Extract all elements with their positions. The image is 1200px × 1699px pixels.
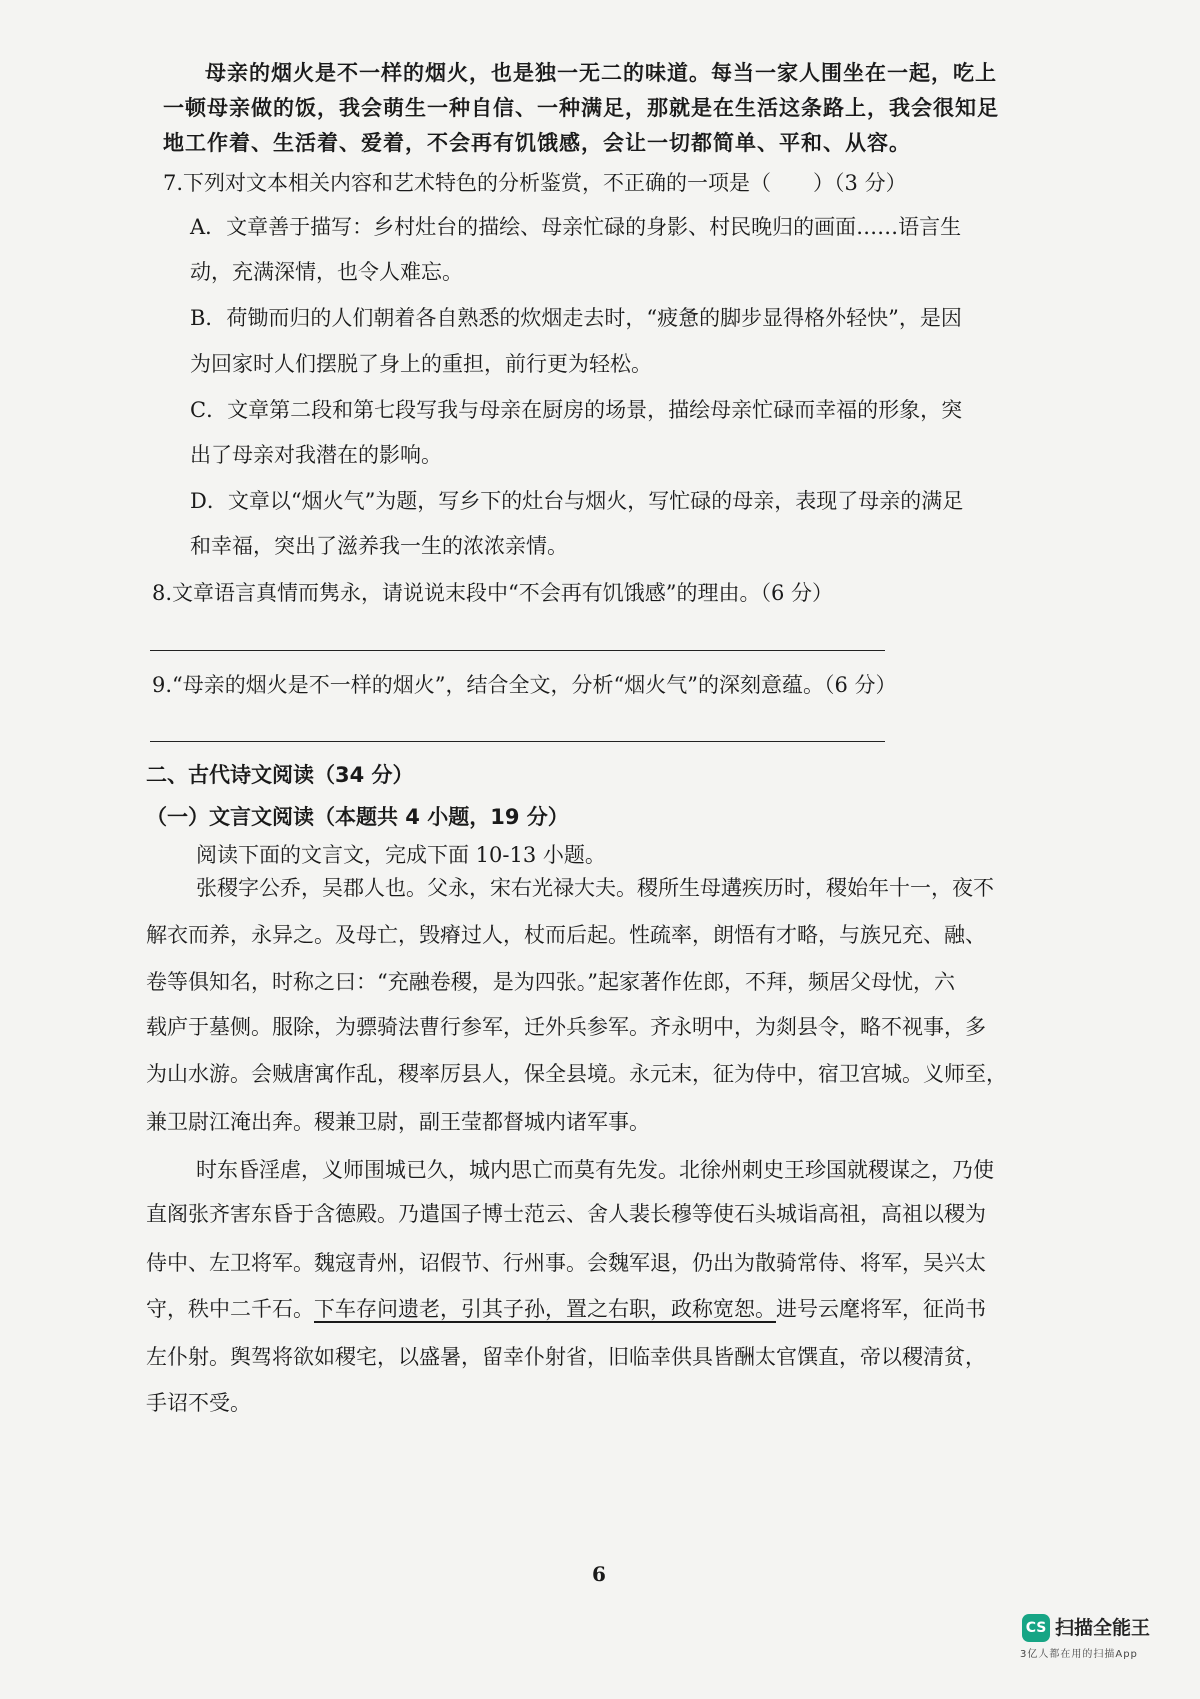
q7-option-a-line-2: 动，充满深情，也令人难忘。 [190,260,463,284]
passage-line-2: 一顿母亲做的饭，我会萌生一种自信、一种满足，那就是在生活这条路上，我会很知足 [163,96,999,120]
q7-option-b-line-2: 为回家时人们摆脱了身上的重担，前行更为轻松。 [190,352,652,376]
underlined-sentence: 下车存问遗老，引其子孙，置之右职，政称宽恕。 [314,1297,776,1321]
watermark-title: 扫描全能王 [1055,1617,1151,1639]
section-title: 二、古代诗文阅读（34 分） [146,763,414,787]
q7-option-d-line-1: D．文章以“烟火气”为题，写乡下的灶台与烟火，写忙碌的母亲，表现了母亲的满足 [190,489,964,513]
subsection-title: （一）文言文阅读（本题共 4 小题，19 分） [146,805,569,829]
answer-line-q8 [150,650,885,651]
reading-instruction: 阅读下面的文言文，完成下面 10-13 小题。 [196,843,606,867]
q7-option-c-line-1: C．文章第二段和第七段写我与母亲在厨房的场景，描绘母亲忙碌而幸福的形象，突 [190,398,963,422]
answer-line-q9 [150,741,885,742]
page-number: 6 [592,1562,606,1586]
text-segment: 进号云麾将军，征尚书 [776,1297,986,1321]
classical-text-line: 直阁张齐害东昏于含德殿。乃遣国子博士范云、舍人裴长穆等使石头城诣高祖，高祖以稷为 [146,1202,986,1226]
classical-text-line: 卷等俱知名，时称之曰：“充融卷稷，是为四张。”起家著作佐郎，不拜，频居父母忧，六 [146,970,955,994]
classical-text-line: 时东昏淫虐，义师围城已久，城内思亡而莫有先发。北徐州刺史王珍国就稷谋之，乃使 [196,1158,994,1182]
passage-line-1: 母亲的烟火是不一样的烟火，也是独一无二的味道。每当一家人围坐在一起，吃上 [205,61,997,85]
question-8: 8.文章语言真情而隽永，请说说末段中“不会再有饥饿感”的理由。（6 分） [152,581,834,605]
classical-text-line: 为山水游。会贼唐寓作乱，稷率厉县人，保全县境。永元末，征为侍中，宿卫宫城。义师至， [146,1062,1007,1086]
camscanner-logo-icon: CS [1022,1614,1050,1642]
classical-text-line: 兼卫尉江淹出奔。稷兼卫尉，副王莹都督城内诸军事。 [146,1110,650,1134]
classical-text-line-with-underline [146,1294,986,1324]
q7-option-c-line-2: 出了母亲对我潜在的影响。 [190,443,442,467]
classical-text-line: 侍中、左卫将军。魏寇青州，诏假节、行州事。会魏军退，仍出为散骑常侍、将军，吴兴太 [146,1251,986,1275]
q7-option-d-line-2: 和幸福，突出了滋养我一生的浓浓亲情。 [190,534,568,558]
passage-line-3: 地工作着、生活着、爱着，不会再有饥饿感，会让一切都简单、平和、从容。 [163,131,911,155]
q7-option-b-line-1: B．荷锄而归的人们朝着各自熟悉的炊烟走去时，“疲惫的脚步显得格外轻快”，是因 [190,306,962,330]
q7-option-a-line-1: A．文章善于描写：乡村灶台的描绘、母亲忙碌的身影、村民晚归的画面……语言生 [190,215,962,239]
classical-text-line: 手诏不受。 [146,1391,251,1415]
classical-text-line: 载庐于墓侧。服除，为骠骑法曹行参军，迁外兵参军。齐永明中，为剡县令，略不视事，多 [146,1015,986,1039]
classical-text-line: 左仆射。舆驾将欲如稷宅，以盛暑，留幸仆射省，旧临幸供具皆酬太官馔直，帝以稷清贫， [146,1345,986,1369]
watermark-subtitle: 3亿人都在用的扫描App [1020,1649,1138,1660]
question-9: 9.“母亲的烟火是不一样的烟火”，结合全文，分析“烟火气”的深刻意蕴。（6 分） [152,673,897,697]
question-7-stem: 7.下列对文本相关内容和艺术特色的分析鉴赏，不正确的一项是（ ）（3 分） [163,171,907,195]
classical-text-line: 解衣而养，永异之。及母亡，毁瘠过人，杖而后起。性疏率，朗悟有才略，与族兄充、融、 [146,923,986,947]
classical-text-line: 张稷字公乔，吴郡人也。父永，宋右光禄大夫。稷所生母遘疾历时，稷始年十一，夜不 [196,876,994,900]
text-segment: 守，秩中二千石。 [146,1297,314,1321]
